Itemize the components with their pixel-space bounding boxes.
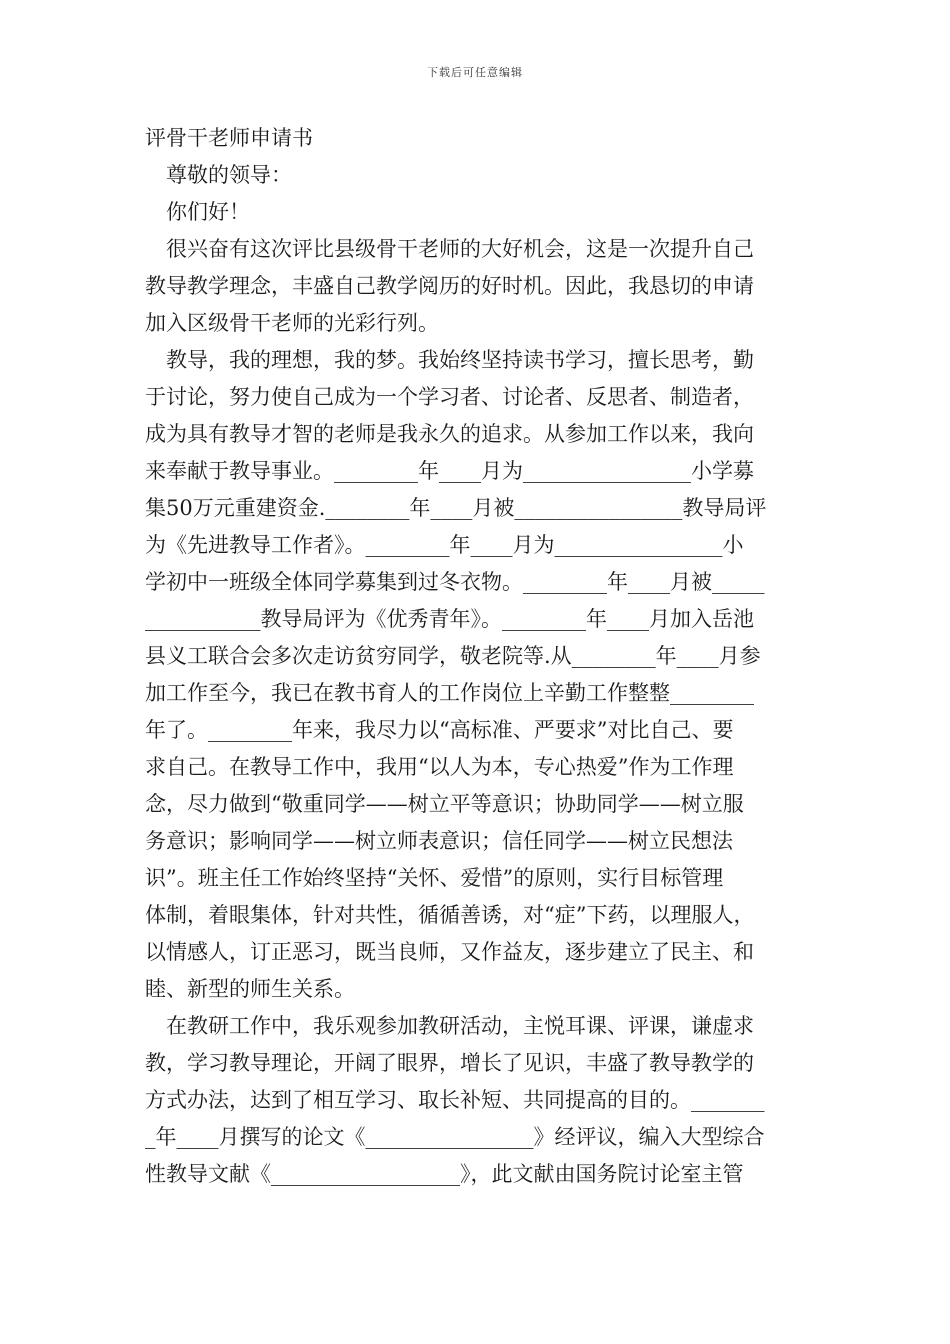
salutation: 尊敬的领导：: [166, 163, 292, 187]
text-line: 加工作至今，我已在教书育人的工作岗位上辛勤工作整整________: [145, 681, 754, 705]
page-header: 下载后可任意编辑: [427, 66, 523, 79]
paragraph-2: [145, 342, 810, 1008]
document-body: [145, 120, 810, 1193]
text-line: 性教导文献《__________________》，此文献由国务院讨论室主管: [145, 1162, 744, 1186]
text-line: 求自己。在教导工作中，我用“以人为本，专心热爱”作为工作理: [145, 755, 734, 779]
text-line: 方式办法，达到了相互学习、取长补短、共同提高的目的。_______: [145, 1088, 765, 1112]
text-line: 集50万元重建资金.________年____月被________________教导局评: [145, 496, 767, 520]
text-line: 以情感人，订正恶习，既当良师，又作益友，逐步建立了民主、和: [145, 940, 754, 964]
text-line: 县义工联合会多次走访贫穷同学，敬老院等.从________年____月参: [145, 644, 761, 668]
text-line: 年了。________年来，我尽力以“高标准、严要求”对比自己、要: [145, 718, 734, 742]
greeting: 你们好！: [166, 200, 250, 224]
text-line: 识”。班主任工作始终坚持“关怀、爱惜”的原则，实行目标管理: [145, 866, 724, 890]
text-line: 为《先进教导工作者》。________年____月为________________小: [145, 533, 744, 557]
text-line: 成为具有教导才智的老师是我永久的追求。从参加工作以来，我向: [145, 422, 754, 446]
text-line: 学初中一班级全体同学募集到过冬衣物。________年____月被_____: [145, 570, 765, 594]
text-line: 务意识；影响同学——树立师表意识；信任同学——树立民想法: [145, 829, 733, 853]
text-line: 睦、新型的师生关系。: [145, 977, 355, 1001]
text-line: 在教研工作中，我乐观参加教研活动，主悦耳课、评课，谦虚求: [166, 1014, 754, 1038]
paragraph-1: [145, 231, 810, 342]
document-title: 评骨干老师申请书: [145, 126, 313, 150]
text-line: 于讨论，努力使自己成为一个学习者、讨论者、反思者、制造者，: [145, 385, 754, 409]
paragraph-3: [145, 1008, 810, 1193]
text-line: ___________教导局评为《优秀青年》。________年____月加入岳池: [145, 607, 754, 631]
text-line: 很兴奋有这次评比县级骨干老师的大好机会，这是一次提升自己: [166, 237, 754, 261]
text-line: 来奉献于教导事业。________年____月为________________小学募: [145, 459, 754, 483]
text-line: 教导，我的理想，我的梦。我始终坚持读书学习，擅长思考，勤: [166, 348, 754, 372]
text-line: 加入区级骨干老师的光彩行列。: [145, 311, 439, 335]
text-line: 教，学习教导理论，开阔了眼界，增长了见识，丰盛了教导教学的: [145, 1051, 754, 1075]
text-line: 教导教学理念，丰盛自己教学阅历的好时机。因此，我恳切的申请: [145, 274, 754, 298]
text-line: 念，尽力做到“敬重同学——树立平等意识；协助同学——树立服: [145, 792, 744, 816]
text-line: _年____月撰写的论文《________________》经评议，编入大型综合: [145, 1125, 765, 1149]
text-line: 体制，着眼集体，针对共性，循循善诱，对“症”下药，以理服人，: [145, 903, 755, 927]
